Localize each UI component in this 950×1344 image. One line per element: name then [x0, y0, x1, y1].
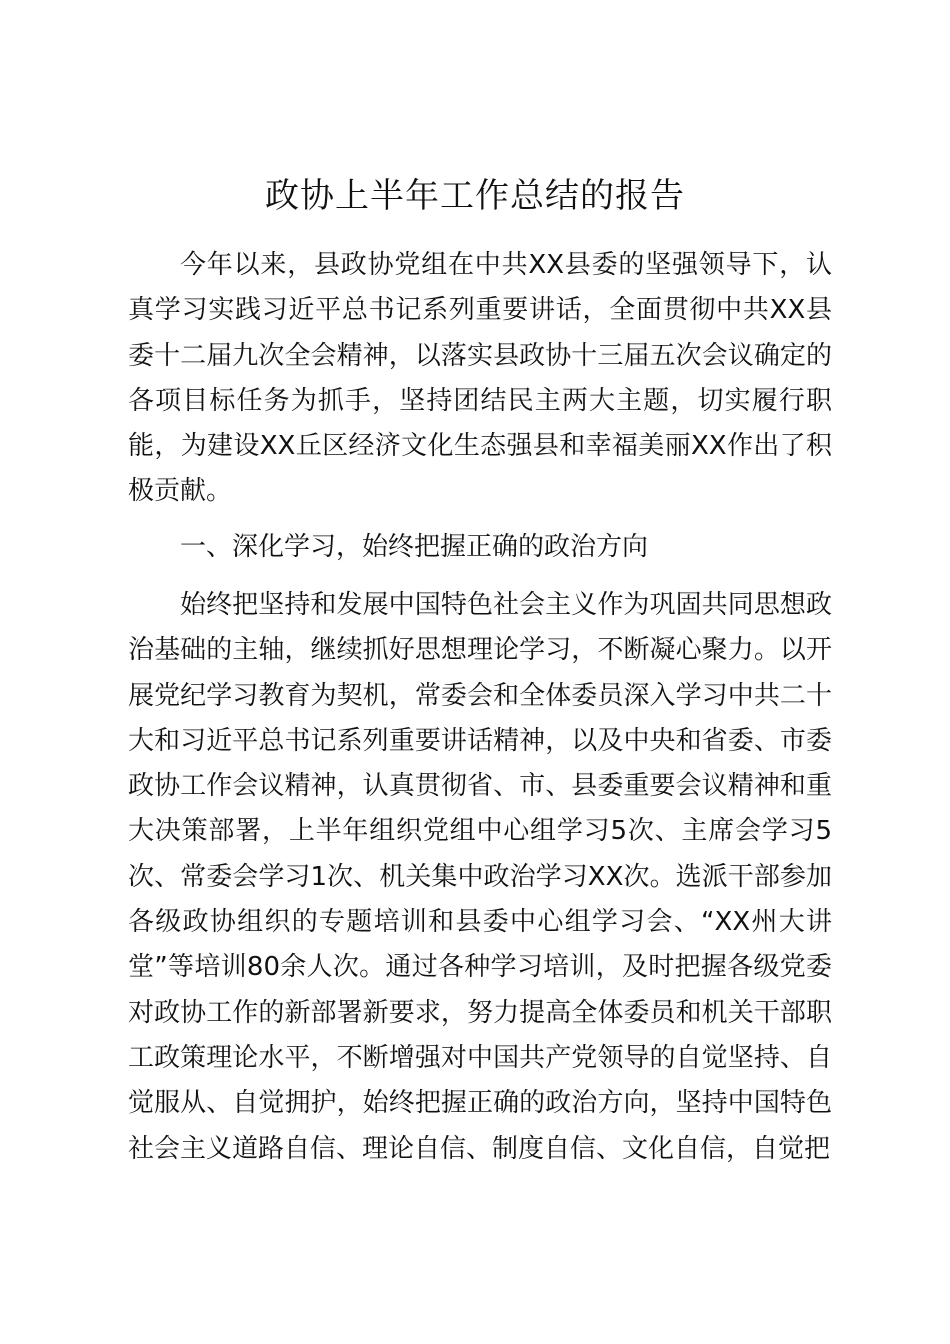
document-title: 政协上半年工作总结的报告 — [265, 176, 685, 216]
section-heading: 一、深化学习，始终把握正确的政治方向 — [180, 532, 649, 562]
intro-paragraph: 今年以来，县政协党组在中共XX县委的坚强领导下，认真学习实践习近平总书记系列重要讲话，全面贯彻中共XX县委十二届九次全会精神，以落实县政协十三届五次会议确定的各项目标任务为抓手，坚持团结民主两大主题，切实履行职能，为建设XX丘区经济文化生态强县和幸福美丽XX作出了积极贡献。 — [128, 250, 832, 507]
section-paragraph: 始终把坚持和发展中国特色社会主义作为巩固共同思想政治基础的主轴，继续抓好思想理论学习，不断凝心聚力。以开展党纪学习教育为契机，常委会和全体委员深入学习中共二十大和习近平总书记系列重要讲话精神，以及中央和省委、市委政协工作会议精神，认真贯彻省、市、县委重要会议精神和重大决策部署，上半年组织党组中心组学习5次、主席会学习5次、常委会学习1次、机关集中政治学习XX次。选派干部参加各级政协组织的专题培训和县委中心组学习会、“XX州大讲堂”等培训80余人次。通过各种学习培训，及时把握各级党委对政协工作的新部署新要求，努力提高全体委员和机关干部职工政策理论水平，不断增强对中国共产党领导的自觉坚持、自觉服从、自觉拥护，始终把握正确的政治方向，坚持中国特色社会主义道路自信、理论自信、制度自信、文化自信，自觉把 — [128, 590, 832, 1164]
